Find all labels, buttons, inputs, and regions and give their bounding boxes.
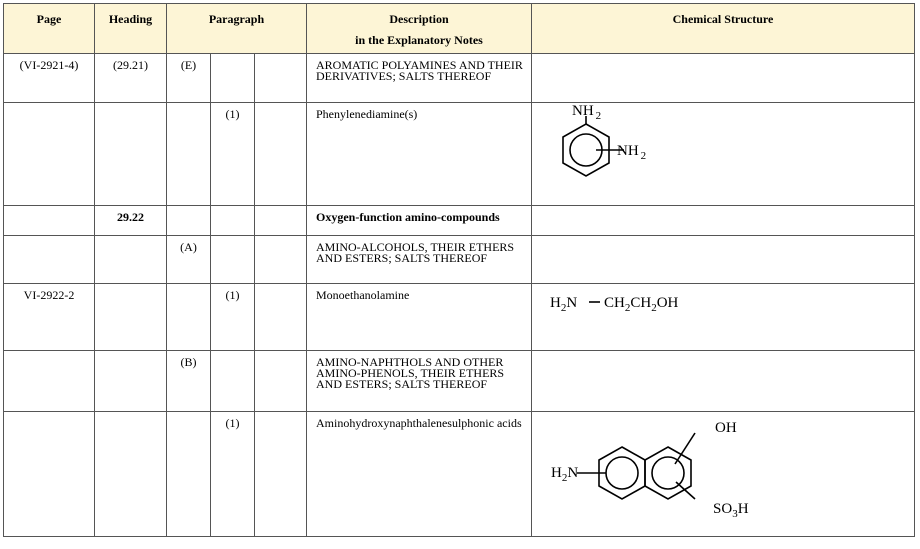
- cell-para1: [167, 206, 211, 236]
- table-row: [4, 351, 915, 412]
- cell-para3: [255, 236, 307, 284]
- cell-para2: [211, 236, 255, 284]
- cell-heading: [95, 236, 167, 284]
- so3h-label: $SO_3H$: [713, 501, 749, 520]
- cell-para1: [167, 103, 211, 206]
- cell-structure: [532, 351, 915, 412]
- cell-page: [4, 103, 95, 206]
- nh2-right-label: NH $_2$: [617, 143, 647, 162]
- cell-para2: [211, 206, 255, 236]
- cell-para1: [167, 412, 211, 537]
- cell-page: VI-2922-2: [4, 284, 95, 351]
- cell-para1: (E): [167, 54, 211, 103]
- naphthalene-structure: [532, 412, 792, 532]
- cell-heading: 29.22: [95, 206, 167, 236]
- cell-para2: (1): [211, 412, 255, 537]
- cell-para3: [255, 284, 307, 351]
- table-row: [4, 236, 915, 284]
- header-heading: Heading: [95, 4, 167, 54]
- header-description: Description in the Explanatory Notes: [307, 4, 532, 54]
- cell-page: [4, 412, 95, 537]
- cell-description: Monoethanolamine: [307, 284, 532, 351]
- cell-heading: [95, 284, 167, 351]
- cell-description: AMINO-NAPHTHOLS AND OTHER AMINO-PHENOLS, THEIR ETHERS AND ESTERS; SALTS THEREOF: [307, 351, 532, 412]
- formula-h2n: $H_2N$: [550, 295, 578, 314]
- phenylenediamine-structure: [532, 103, 732, 203]
- h2n-label: $H_2N$: [551, 465, 579, 484]
- cell-page: (VI-2921-4): [4, 54, 95, 103]
- cell-structure: [532, 284, 915, 351]
- cell-structure: [532, 412, 915, 537]
- cell-para2: (1): [211, 284, 255, 351]
- hs-table: [3, 3, 915, 537]
- cell-page: [4, 206, 95, 236]
- cell-structure: [532, 206, 915, 236]
- cell-para2: (1): [211, 103, 255, 206]
- cell-para3: [255, 54, 307, 103]
- formula-ch2ch2oh: $CH_2CH_2OH$: [604, 295, 679, 314]
- cell-heading: [95, 412, 167, 537]
- table-row: [4, 54, 915, 103]
- aromatic-circle-left: [606, 457, 638, 489]
- cell-para2: [211, 351, 255, 412]
- cell-structure: [532, 103, 915, 206]
- monoethanolamine-structure: [532, 284, 752, 324]
- nh2-top-label: NH $_2$: [572, 103, 602, 122]
- table-row: [4, 412, 915, 537]
- cell-para1: (A): [167, 236, 211, 284]
- bond-sulpho: [676, 482, 695, 499]
- bond-hydroxyl: [675, 433, 695, 464]
- cell-page: [4, 236, 95, 284]
- table-row: [4, 284, 915, 351]
- cell-para1: [167, 284, 211, 351]
- header-page: Page: [4, 4, 95, 54]
- cell-description: AMINO-ALCOHOLS, THEIR ETHERS AND ESTERS; SALTS THEREOF: [307, 236, 532, 284]
- cell-heading: (29.21): [95, 54, 167, 103]
- oh-label: OH: [715, 420, 737, 436]
- cell-page: [4, 351, 95, 412]
- cell-para2: [211, 54, 255, 103]
- cell-para1: (B): [167, 351, 211, 412]
- cell-description: Phenylenediamine(s): [307, 103, 532, 206]
- cell-heading: [95, 351, 167, 412]
- cell-para3: [255, 206, 307, 236]
- header-row: [4, 4, 915, 54]
- header-structure: Chemical Structure: [532, 4, 915, 54]
- cell-structure: [532, 236, 915, 284]
- table-row: [4, 206, 915, 236]
- cell-heading: [95, 103, 167, 206]
- cell-structure: [532, 54, 915, 103]
- cell-para3: [255, 103, 307, 206]
- cell-description: Oxygen-function amino-compounds: [307, 206, 532, 236]
- table-row: [4, 103, 915, 206]
- cell-description: AROMATIC POLYAMINES AND THEIR DERIVATIVES; SALTS THEREOF: [307, 54, 532, 103]
- header-paragraph: Paragraph: [167, 4, 307, 54]
- cell-para3: [255, 412, 307, 537]
- cell-description: Aminohydroxynaphthalenesulphonic acids: [307, 412, 532, 537]
- cell-para3: [255, 351, 307, 412]
